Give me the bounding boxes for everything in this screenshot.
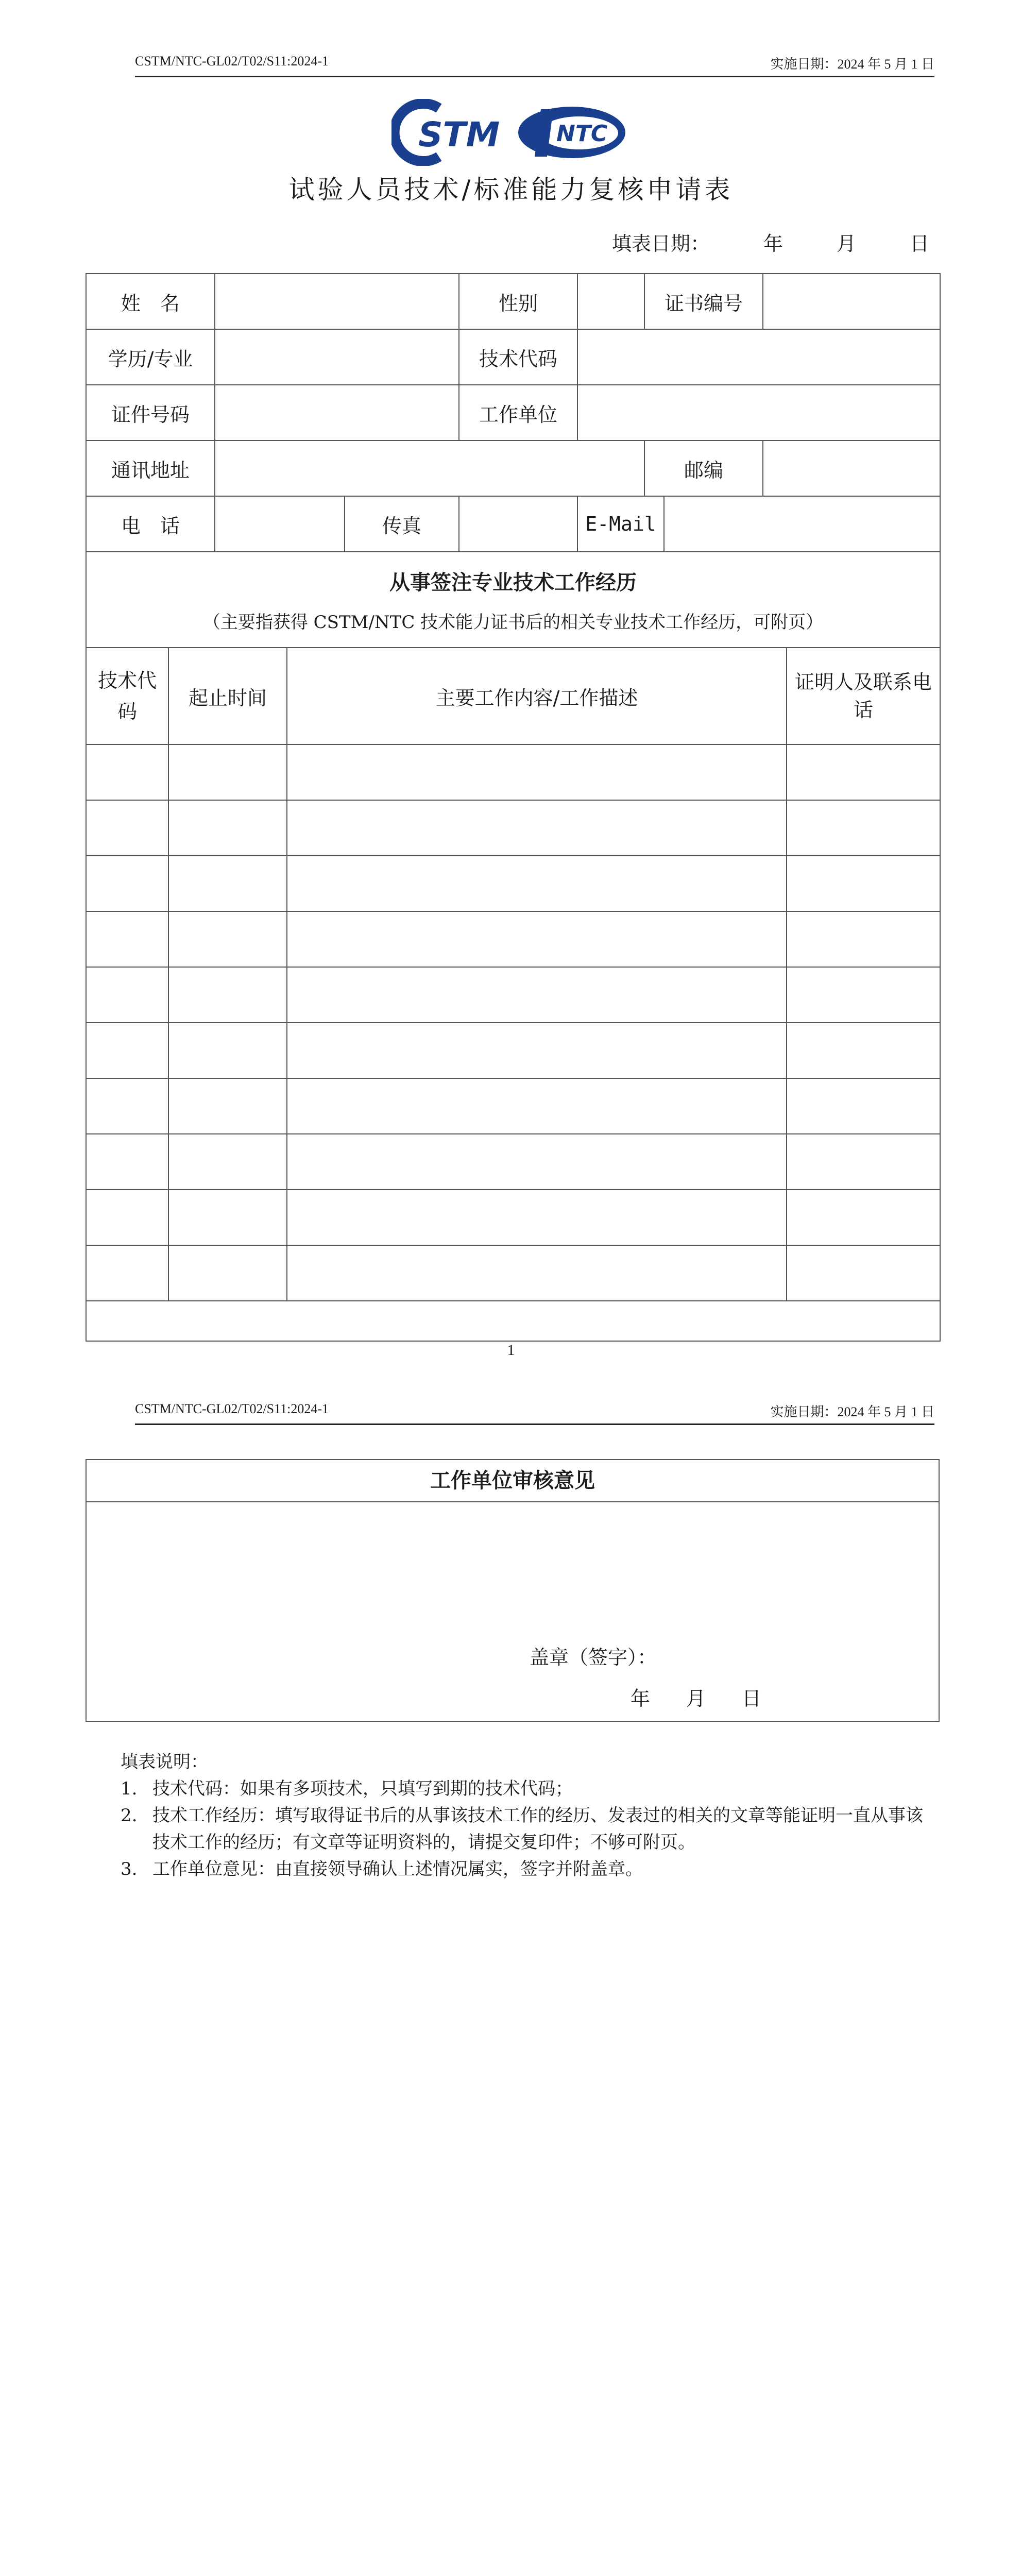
exp-cell[interactable] (287, 744, 787, 800)
exp-cell[interactable] (86, 1134, 168, 1190)
svg-text:NTC: NTC (556, 121, 608, 147)
fill-date (612, 228, 929, 256)
opinion-month-label: 月 (686, 1687, 706, 1710)
id-no-field[interactable] (215, 385, 459, 440)
page-header-2 (135, 1401, 934, 1425)
fax-field[interactable] (459, 496, 577, 552)
exp-cell[interactable] (168, 967, 287, 1023)
exp-cell[interactable] (168, 1078, 287, 1134)
exp-cell[interactable] (287, 1023, 787, 1078)
fill-day-label: 日 (909, 232, 929, 255)
exp-cell[interactable] (287, 1190, 787, 1245)
form-title: 试验人员技术/标准能力复核申请表 (288, 175, 734, 205)
exp-cell[interactable] (287, 911, 787, 967)
opinion-year-label: 年 (631, 1687, 651, 1710)
exp-cell[interactable] (787, 1023, 940, 1078)
exp-cell[interactable] (287, 1078, 787, 1134)
cstm-logo (391, 99, 500, 166)
doc-code: CSTM/NTC-GL02/T02/S11:2024-1 (135, 54, 329, 69)
exp-cell[interactable] (86, 1078, 168, 1134)
exp-cell[interactable] (787, 911, 940, 967)
logo-group (391, 99, 628, 166)
experience-table (86, 551, 941, 1342)
exp-cell[interactable] (86, 967, 168, 1023)
exp-cell[interactable] (168, 1245, 287, 1301)
opinion-date (631, 1683, 761, 1711)
fax-label: 传真 (345, 496, 459, 552)
exp-cell[interactable] (287, 1245, 787, 1301)
experience-note: （主要指获得 CSTM/NTC 技术能力证书后的相关专业技术工作经历，可附页） (202, 612, 824, 633)
note-item (121, 1856, 924, 1883)
exp-cell[interactable] (787, 1190, 940, 1245)
personal-info-table (86, 273, 941, 552)
note-number: 3. (121, 1859, 138, 1879)
exp-footer-row (86, 1301, 940, 1341)
exp-cell[interactable] (168, 1023, 287, 1078)
postcode-label: 邮编 (644, 440, 763, 496)
exp-cell[interactable] (787, 856, 940, 911)
exp-cell[interactable] (168, 744, 287, 800)
effective-date-2: 实施日期：2024 年 5 月 1 日 (770, 1404, 934, 1419)
note-number: 1. (121, 1778, 138, 1799)
svg-text:STM: STM (418, 115, 500, 155)
gender-field[interactable] (577, 274, 644, 329)
opinion-title: 工作单位审核意见 (87, 1460, 939, 1502)
exp-cell[interactable] (787, 744, 940, 800)
note-text: 工作单位意见：由直接领导确认上述情况属实，签字并附盖章。 (152, 1859, 643, 1879)
note-text: 技术代码：如果有多项技术，只填写到期的技术代码； (152, 1778, 573, 1799)
note-text: 技术工作经历：填写取得证书后的从事该技术工作的经历、发表过的相关的文章等能证明一直从事该技术工作的经历；有文章等证明资料的，请提交复印件；不够可附页。 (152, 1805, 923, 1853)
doc-code-2: CSTM/NTC-GL02/T02/S11:2024-1 (135, 1401, 329, 1416)
education-label: 学历/专业 (86, 329, 215, 385)
col-tech-code: 技术代码 (86, 648, 168, 744)
exp-cell[interactable] (86, 744, 168, 800)
effective-date: 实施日期：2024 年 5 月 1 日 (770, 57, 934, 72)
cert-no-field[interactable] (763, 274, 940, 329)
tech-code-label: 技术代码 (459, 329, 577, 385)
exp-cell[interactable] (287, 856, 787, 911)
experience-header (86, 552, 940, 648)
exp-cell[interactable] (787, 1245, 940, 1301)
work-unit-label: 工作单位 (459, 385, 577, 440)
fill-date-label: 填表日期： (611, 232, 710, 255)
name-label: 姓 名 (86, 274, 215, 329)
fill-month-label: 月 (836, 232, 856, 255)
opinion-day-label: 日 (742, 1687, 762, 1710)
page-number-1: 1 (507, 1342, 515, 1359)
note-number: 2. (121, 1805, 138, 1826)
exp-cell[interactable] (86, 856, 168, 911)
exp-cell[interactable] (787, 967, 940, 1023)
exp-cell[interactable] (787, 1134, 940, 1190)
email-label: E-Mail (577, 496, 664, 552)
exp-cell[interactable] (787, 1078, 940, 1134)
exp-cell[interactable] (86, 1190, 168, 1245)
email-field[interactable] (664, 496, 940, 552)
seal-label: 盖章（签字）： (530, 1646, 657, 1669)
postcode-field[interactable] (763, 440, 940, 496)
opinion-box (86, 1459, 940, 1722)
address-field[interactable] (215, 440, 644, 496)
exp-cell[interactable] (86, 800, 168, 856)
exp-cell[interactable] (86, 1023, 168, 1078)
note-item (121, 1775, 924, 1802)
col-work-content: 主要工作内容/工作描述 (287, 648, 787, 744)
exp-cell[interactable] (287, 967, 787, 1023)
experience-title: 从事签注专业技术工作经历 (389, 571, 637, 595)
phone-field[interactable] (215, 496, 345, 552)
exp-cell[interactable] (287, 800, 787, 856)
fill-year-label: 年 (763, 232, 783, 255)
exp-cell[interactable] (86, 1245, 168, 1301)
id-no-label: 证件号码 (86, 385, 215, 440)
exp-cell[interactable] (86, 911, 168, 967)
exp-cell[interactable] (168, 856, 287, 911)
exp-cell[interactable] (168, 800, 287, 856)
tech-code-field[interactable] (577, 329, 940, 385)
exp-cell[interactable] (787, 800, 940, 856)
exp-cell[interactable] (168, 1134, 287, 1190)
exp-cell[interactable] (168, 911, 287, 967)
education-field[interactable] (215, 329, 459, 385)
note-item (121, 1802, 924, 1856)
cert-no-label: 证书编号 (644, 274, 763, 329)
phone-label: 电 话 (86, 496, 215, 552)
ntc-logo (515, 99, 628, 166)
address-label: 通讯地址 (86, 440, 215, 496)
page-header (135, 54, 934, 77)
exp-cell[interactable] (168, 1190, 287, 1245)
work-unit-field[interactable] (577, 385, 940, 440)
col-period: 起止时间 (168, 648, 287, 744)
fill-notes (121, 1749, 924, 1883)
col-reference: 证明人及联系电话 (787, 648, 940, 744)
name-field[interactable] (215, 274, 459, 329)
exp-cell[interactable] (287, 1134, 787, 1190)
notes-title: 填表说明： (121, 1752, 208, 1772)
gender-label: 性别 (459, 274, 577, 329)
